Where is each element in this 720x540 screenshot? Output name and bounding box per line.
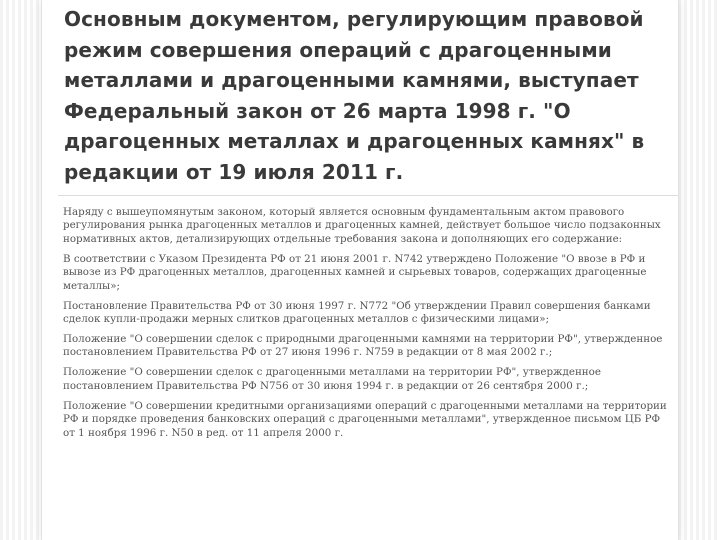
title-divider <box>58 195 678 196</box>
body-paragraph-decree: В соответствии с Указом Президента РФ от 21 июня 2001 г. N742 утверждено Положение "О ввозе в РФ и вывозе из РФ драгоценных металлов, драгоценных камней и сырьевых товаров, содержащих драгоценные металлы»; <box>63 252 647 292</box>
body-paragraph-credit-organizations: Положение "О совершении кредитными организациями операций с драгоценными металлами на территории РФ и порядке проведения банковских операций с драгоценными металлами", утвержденное письмом ЦБ РФ от 1 ноября 1996 г. N50 в ред. от 11 апреля 2000 г. <box>63 399 667 439</box>
body-paragraph-resolution-772: Постановление Правительства РФ от 30 июня 1997 г. N772 "Об утверждении Правил совершения банками сделок купли-продажи мерных слитков драгоценных металлов с физическими лицами»; <box>63 299 651 326</box>
body-paragraph-intro: Наряду с вышеупомянутым законом, который является основным фундаментальным актом правового регулирования рынка драгоценных металлов и драгоценных камней, действует большое число подзаконных нормативных актов, детализирующих отдельные требования закона и дополняющих его содержание: <box>63 206 661 245</box>
body-paragraph-precious-stones: Положение "О совершении сделок с природными драгоценными камнями на территории РФ", утвержденное постановлением Правительства РФ от 27 июня 1996 г. N759 в редакции от 8 мая 2002 г.; <box>63 333 663 359</box>
slide-title: Основным документом, регулирующим правовой режим совершения операций с драгоценными металлами и драгоценными камнями, выступает Федеральный закон от 26 марта 1998 г. "О драгоценных металлах и драгоценных камнях" в редакции от 19 июля 2011 г. <box>64 7 645 184</box>
slide-body <box>63 206 675 447</box>
body-paragraph-precious-metals: Положение "О совершении сделок с драгоценными металлами на территории РФ", утвержденное постановлением Правительства РФ N756 от 30 июня 1994 г. в редакции от 26 сентября 2000 г.; <box>63 366 601 392</box>
